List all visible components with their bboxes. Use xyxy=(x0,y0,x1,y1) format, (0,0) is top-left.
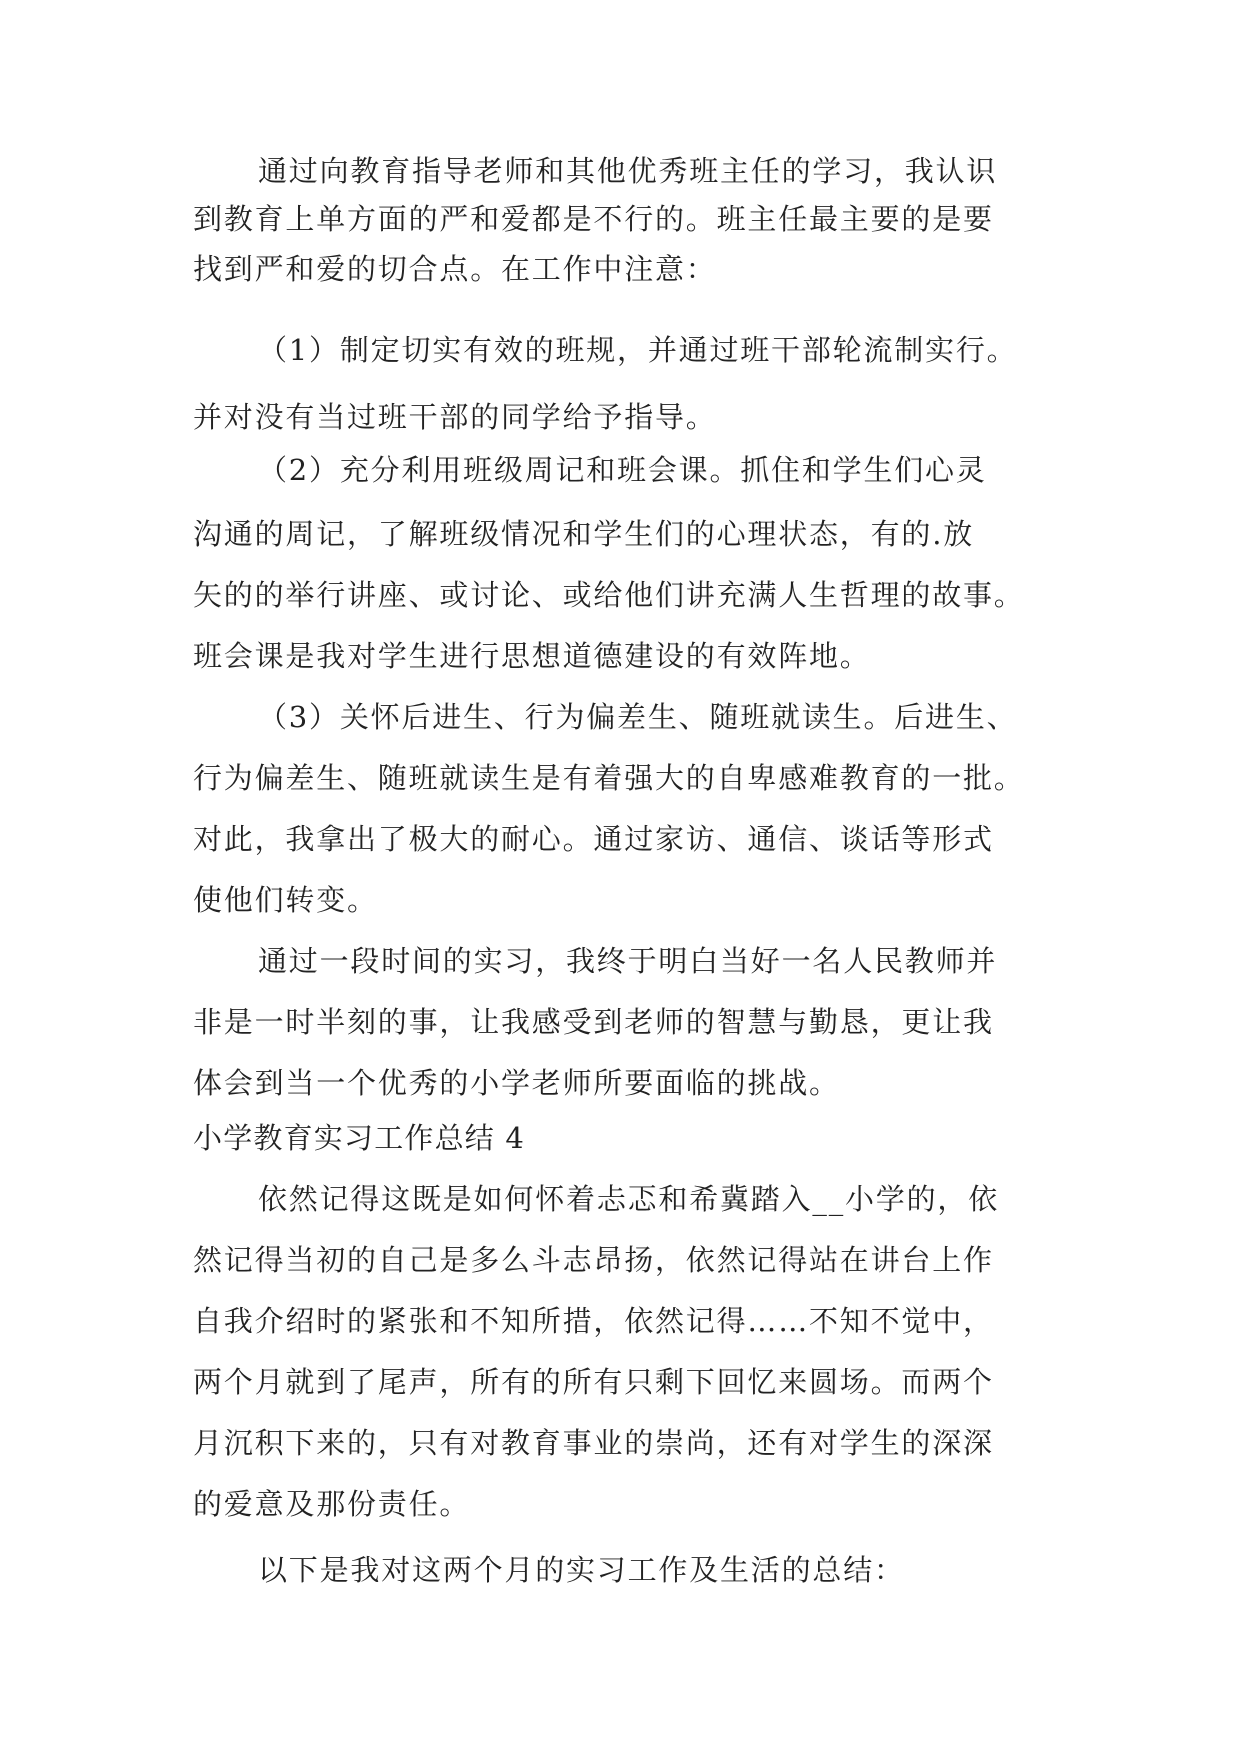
list-item-2-line-2: 沟通的周记，了解班级情况和学生们的心理状态，有的.放 xyxy=(193,517,975,551)
paragraph-2-line-3: 体会到当一个优秀的小学老师所要面临的挑战。 xyxy=(193,1066,840,1100)
paragraph-3-line-5: 月沉积下来的，只有对教育事业的崇尚，还有对学生的深深 xyxy=(193,1426,994,1460)
list-item-3-line-1: （3）关怀后进生、行为偏差生、随班就读生。后进生、 xyxy=(258,700,1018,734)
list-item-1-line-1: （1）制定切实有效的班规，并通过班干部轮流制实行。 xyxy=(258,333,1018,367)
list-item-1-line-2: 并对没有当过班干部的同学给予指导。 xyxy=(193,400,717,434)
paragraph-4-line-1: 以下是我对这两个月的实习工作及生活的总结： xyxy=(258,1553,905,1587)
paragraph-3-line-2: 然记得当初的自己是多么斗志昂扬，依然记得站在讲台上作 xyxy=(193,1243,994,1277)
list-item-2-line-3: 矢的的举行讲座、或讨论、或给他们讲充满人生哲理的故事。 xyxy=(193,578,1025,612)
paragraph-3-line-4: 两个月就到了尾声，所有的所有只剩下回忆来圆场。而两个 xyxy=(193,1365,994,1399)
paragraph-3-line-1: 依然记得这既是如何怀着忐忑和希冀踏入__小学的，依 xyxy=(258,1182,1000,1216)
paragraph-3-line-6: 的爱意及那份责任。 xyxy=(193,1487,471,1521)
list-item-3-line-2: 行为偏差生、随班就读生是有着强大的自卑感难教育的一批。 xyxy=(193,761,1025,795)
paragraph-3-line-3: 自我介绍时的紧张和不知所措，依然记得……不知不觉中， xyxy=(193,1304,994,1338)
list-item-3-line-4: 使他们转变。 xyxy=(193,883,378,917)
list-item-2-line-4: 班会课是我对学生进行思想道德建设的有效阵地。 xyxy=(193,639,871,673)
section-heading: 小学教育实习工作总结 4 xyxy=(193,1121,526,1155)
paragraph-1-line-2: 到教育上单方面的严和爱都是不行的。班主任最主要的是要 xyxy=(193,202,994,236)
paragraph-2-line-2: 非是一时半刻的事，让我感受到老师的智慧与勤恳，更让我 xyxy=(193,1005,994,1039)
paragraph-1-line-3: 找到严和爱的切合点。在工作中注意： xyxy=(193,252,717,286)
list-item-3-line-3: 对此，我拿出了极大的耐心。通过家访、通信、谈话等形式 xyxy=(193,822,994,856)
paragraph-2-line-1: 通过一段时间的实习，我终于明白当好一名人民教师并 xyxy=(258,944,998,978)
list-item-2-line-1: （2）充分利用班级周记和班会课。抓住和学生们心灵 xyxy=(258,453,987,487)
paragraph-1-line-1: 通过向教育指导老师和其他优秀班主任的学习，我认识 xyxy=(258,154,998,188)
